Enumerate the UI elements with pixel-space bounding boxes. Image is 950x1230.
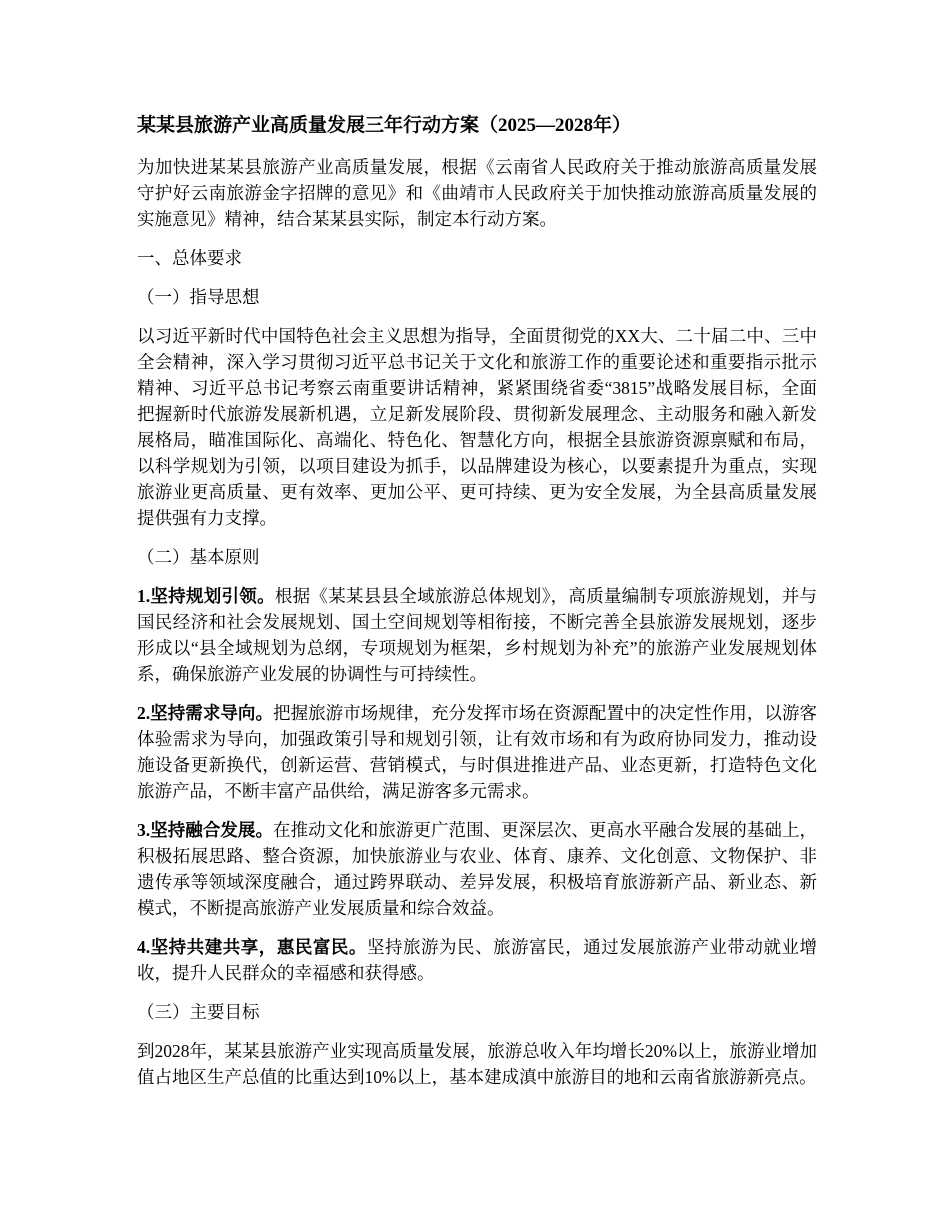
intro-paragraph: 为加快进某某县旅游产业高质量发展，根据《云南省人民政府关于推动旅游高质量发展守护好云南旅游金字招牌的意见》和《曲靖市人民政府关于加快推动旅游高质量发展的实施意见》精神，结合某某县实际，制定本行动方案。 — [137, 157, 817, 229]
document-title: 某某县旅游产业高质量发展三年行动方案（2025—2028年） — [137, 115, 632, 136]
principle-item-2 — [137, 700, 817, 804]
principle-3-lead: 3.坚持融合发展。 — [137, 820, 274, 840]
principle-item-3 — [137, 817, 817, 921]
principle-3-text: 在推动文化和旅游更广范围、更深层次、更高水平融合发展的基础上，积极拓展思路、整合资源，加快旅游业与农业、体育、康养、文化创意、文物保护、非遗传承等领域深度融合，通过跨界联动、差异发展，积极培育旅游新产品、新业态、新模式，不断提高旅游产业发展质量和综合效益。 — [137, 820, 818, 918]
heading-main-goals: （三）主要目标 — [137, 1002, 260, 1022]
principle-4-lead: 4.坚持共建共享，惠民富民。 — [137, 937, 367, 957]
principle-item-4 — [137, 934, 817, 986]
main-goals-paragraph: 到2028年，某某县旅游产业实现高质量发展，旅游总收入年均增长20%以上，旅游业增加值占地区生产总值的比重达到10%以上，基本建成滇中旅游目的地和云南省旅游新亮点。 — [137, 1041, 817, 1087]
principle-2-lead: 2.坚持需求导向。 — [137, 703, 274, 723]
principle-1-text: 根据《某某县县全域旅游总体规划》，高质量编制专项旅游规划，并与国民经济和社会发展规划、国土空间规划等相衔接，不断完善全县旅游发展规划，逐步形成以“县全域规划为总纲，专项规划为框架，乡村规划为补充”的旅游产业发展规划体系，确保旅游产业发展的协调性与可持续性。 — [137, 586, 818, 684]
principle-2-text: 把握旅游市场规律，充分发挥市场在资源配置中的决定性作用，以游客体验需求为导向，加强政策引导和规划引领，让有效市场和有为政府协同发力，推动设施设备更新换代，创新运营、营销模式，与时俱进推进产品、业态更新，打造特色文化旅游产品，不断丰富产品供给，满足游客多元需求。 — [137, 703, 818, 801]
heading-guiding-ideology: （一）指导思想 — [137, 287, 260, 307]
heading-overall-requirements: 一、总体要求 — [137, 248, 242, 268]
heading-basic-principles: （二）基本原则 — [137, 547, 260, 567]
principle-4-text: 坚持旅游为民、旅游富民，通过发展旅游产业带动就业增收，提升人民群众的幸福感和获得感。 — [137, 937, 818, 983]
principle-1-lead: 1.坚持规划引领。 — [137, 586, 275, 606]
principle-item-1 — [137, 583, 817, 687]
guiding-ideology-paragraph: 以习近平新时代中国特色社会主义思想为指导，全面贯彻党的XX大、二十届二中、三中全会精神，深入学习贯彻习近平总书记关于文化和旅游工作的重要论述和重要指示批示精神、习近平总书记考察云南重要讲话精神，紧紧围绕省委“3815”战略发展目标，全面把握新时代旅游发展新机遇，立足新发展阶段、贯彻新发展理念、主动服务和融入新发展格局，瞄准国际化、高端化、特色化、智慧化方向，根据全县旅游资源禀赋和布局，以科学规划为引领，以项目建设为抓手，以品牌建设为核心，以要素提升为重点，实现旅游业更高质量、更有效率、更加公平、更可持续、更为安全发展，为全县高质量发展提供强有力支撑。 — [137, 326, 817, 528]
